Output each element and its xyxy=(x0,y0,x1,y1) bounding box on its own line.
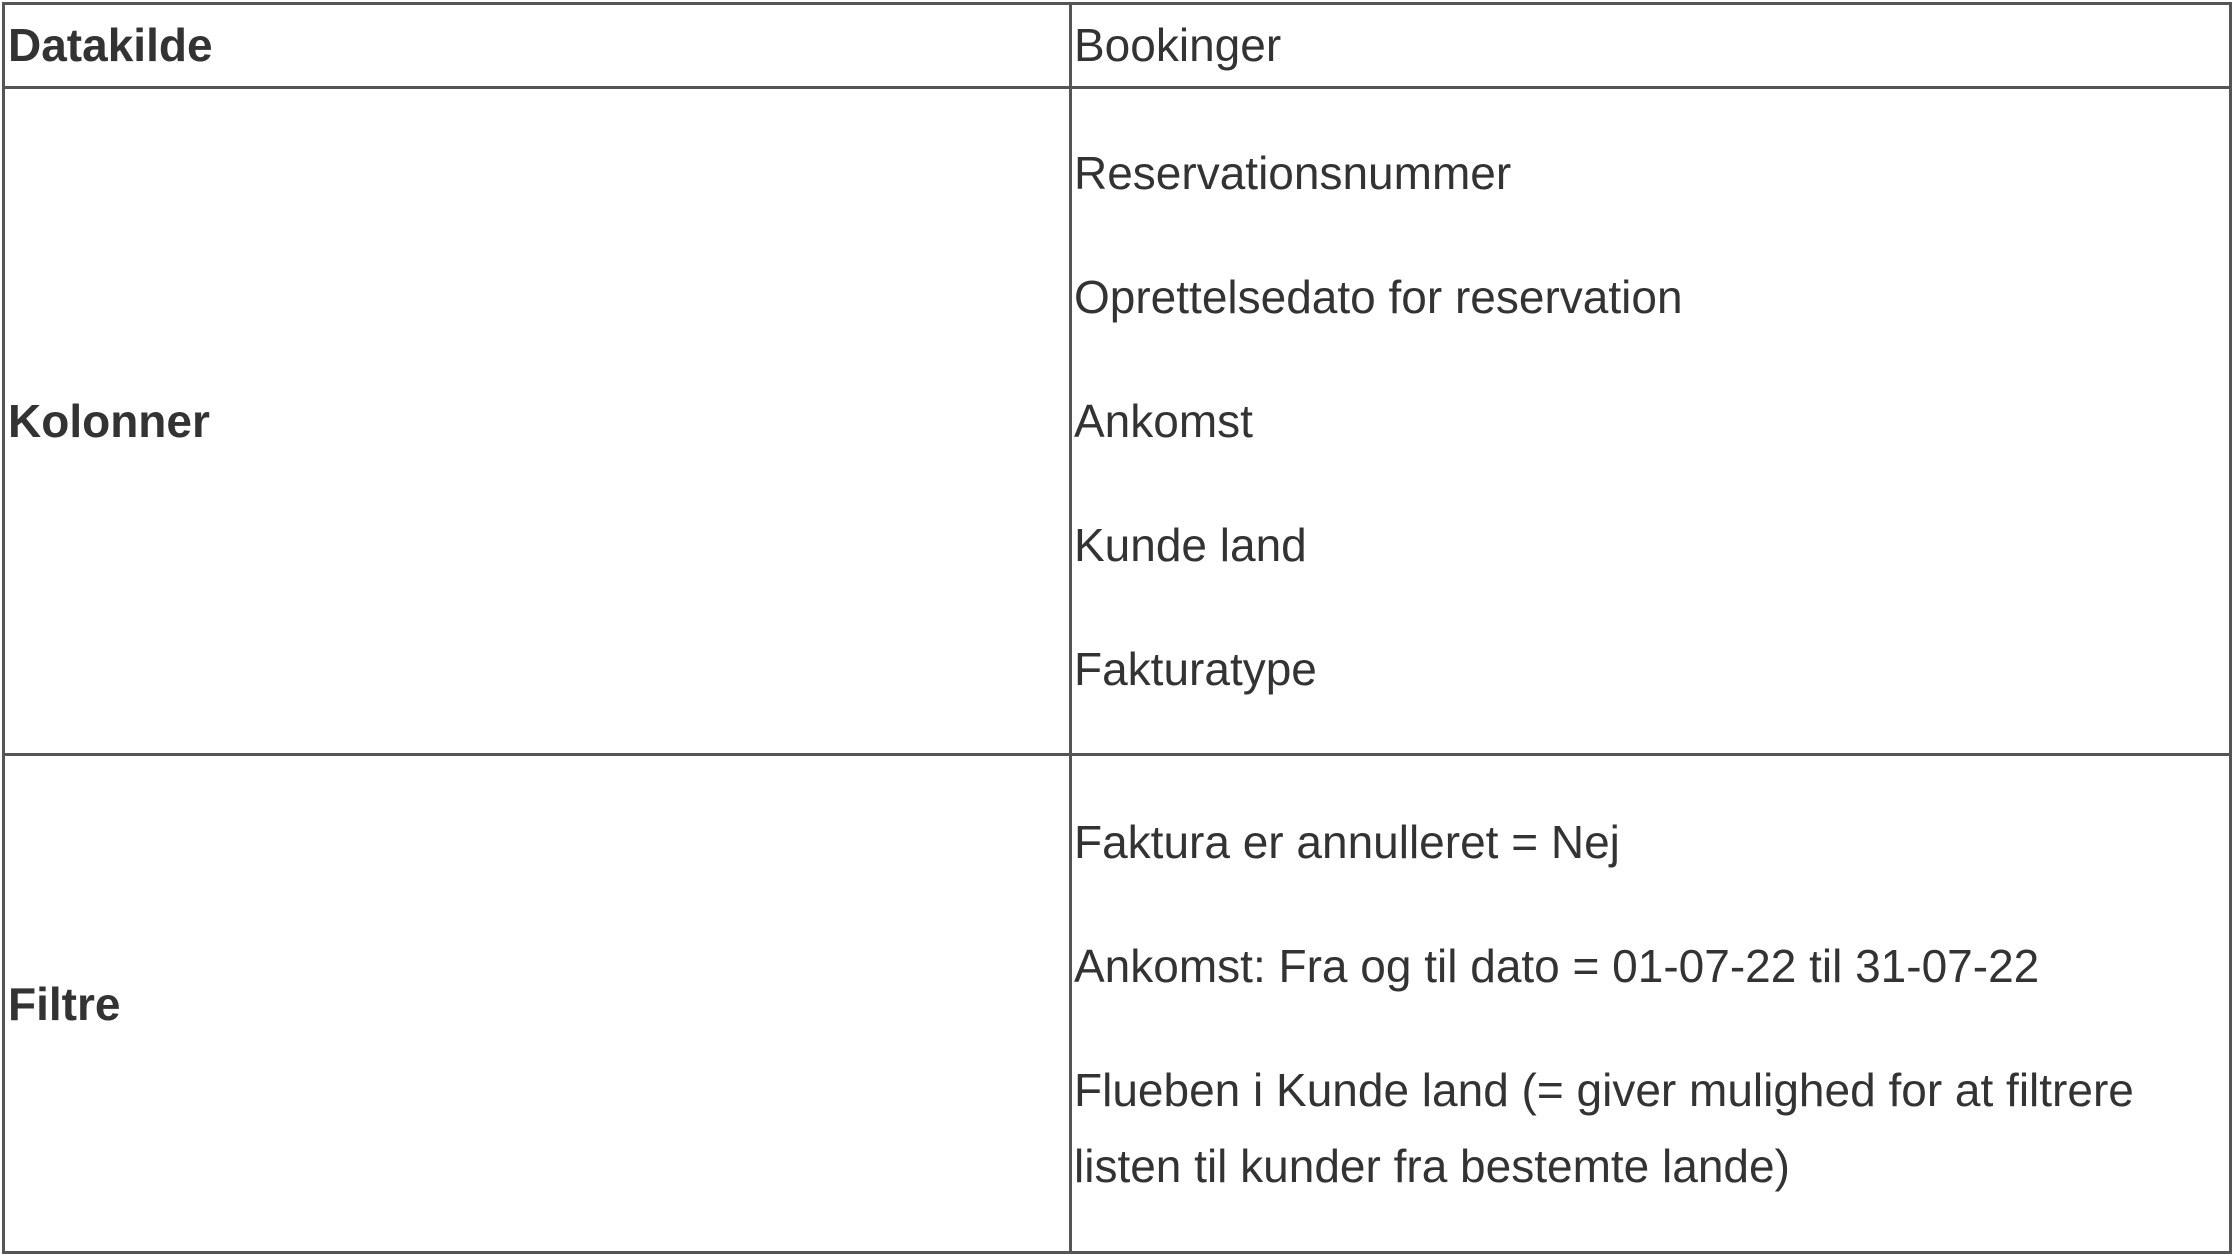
list-item-column: Ankomst xyxy=(1074,395,1253,447)
report-settings-table xyxy=(2,2,2232,1254)
filters-label: Filtre xyxy=(8,977,121,1030)
list-item-column: Kunde land xyxy=(1074,519,1307,571)
datasource-label: Datakilde xyxy=(8,19,213,71)
datasource-value: Bookinger xyxy=(1074,19,1282,71)
table-row-columns xyxy=(4,88,2231,755)
list-item-column: Oprettelsedato for reservation xyxy=(1074,271,1683,323)
columns-value-cell xyxy=(1071,88,2231,755)
filters-label-cell xyxy=(4,755,1071,1253)
table-row-datasource xyxy=(4,4,2231,88)
filters-list xyxy=(1074,804,2229,1204)
list-item-filter: Ankomst: Fra og til dato = 01-07-22 til 31-07-22 xyxy=(1074,939,2040,992)
columns-label-cell xyxy=(4,88,1071,755)
filters-value-cell xyxy=(1071,755,2231,1253)
datasource-value-cell xyxy=(1071,4,2231,88)
datasource-label-cell xyxy=(4,4,1071,88)
columns-label: Kolonner xyxy=(8,395,210,447)
list-item-column: Fakturatype xyxy=(1074,643,1317,695)
columns-list xyxy=(1074,135,2229,707)
list-item-filter: Flueben i Kunde land (= giver mulighed for at filtrere listen til kunder fra bestemte lande) xyxy=(1074,1063,2134,1192)
table-row-filters xyxy=(4,755,2231,1253)
list-item-filter: Faktura er annulleret = Nej xyxy=(1074,815,1620,868)
list-item-column: Reservationsnummer xyxy=(1074,147,1512,199)
